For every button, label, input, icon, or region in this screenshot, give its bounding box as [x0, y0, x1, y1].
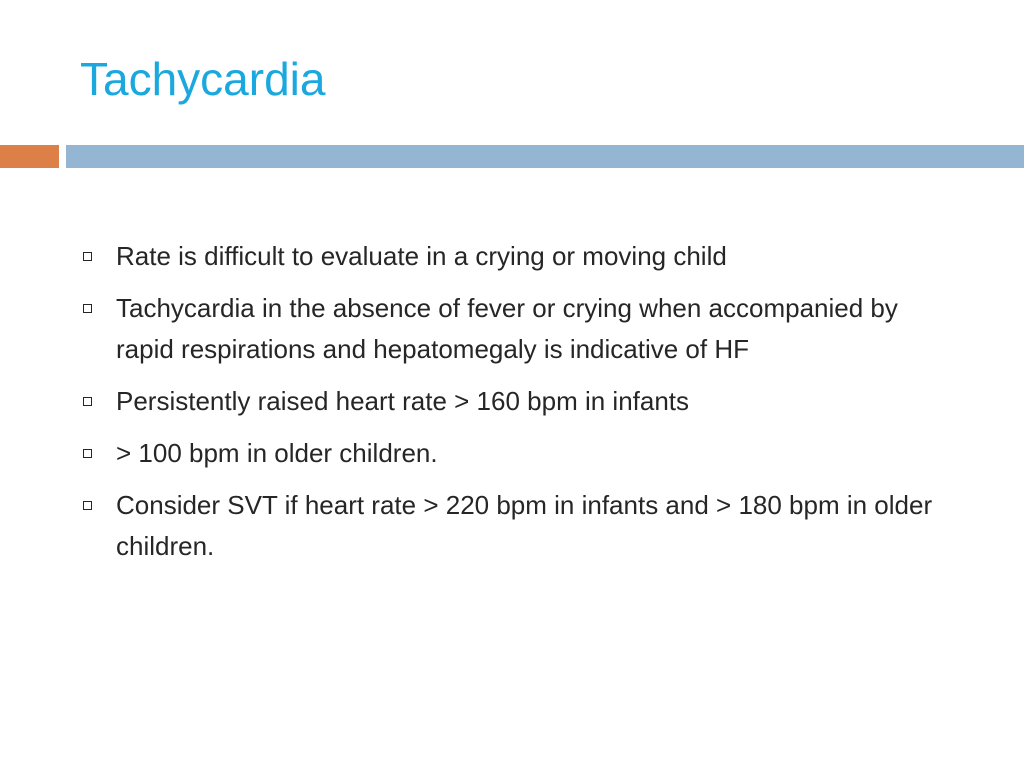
bullet-item	[80, 236, 940, 277]
bullet-text: Consider SVT if heart rate > 220 bpm in infants and > 180 bpm in older children.	[116, 490, 933, 561]
bullet-item	[80, 288, 940, 370]
hollow-square-bullet-icon	[83, 252, 92, 261]
hollow-square-bullet-icon	[83, 397, 92, 406]
accent-bar-orange	[0, 145, 59, 168]
hollow-square-bullet-icon	[83, 501, 92, 510]
bullet-item	[80, 485, 940, 567]
bullet-item	[80, 381, 940, 422]
hollow-square-bullet-icon	[83, 449, 92, 458]
hollow-square-bullet-icon	[83, 304, 92, 313]
bullet-text: Rate is difficult to evaluate in a crying or moving child	[116, 241, 727, 271]
slide-title: Tachycardia	[80, 53, 326, 105]
accent-bar-blue	[66, 145, 1024, 168]
bullet-list	[80, 236, 940, 578]
bullet-text: Persistently raised heart rate > 160 bpm in infants	[116, 386, 690, 416]
bullet-text: Tachycardia in the absence of fever or crying when accompanied by rapid respirations and hepatomegaly is indicative of HF	[116, 293, 898, 364]
bullet-item	[80, 433, 940, 474]
bullet-text: > 100 bpm in older children.	[116, 438, 438, 468]
